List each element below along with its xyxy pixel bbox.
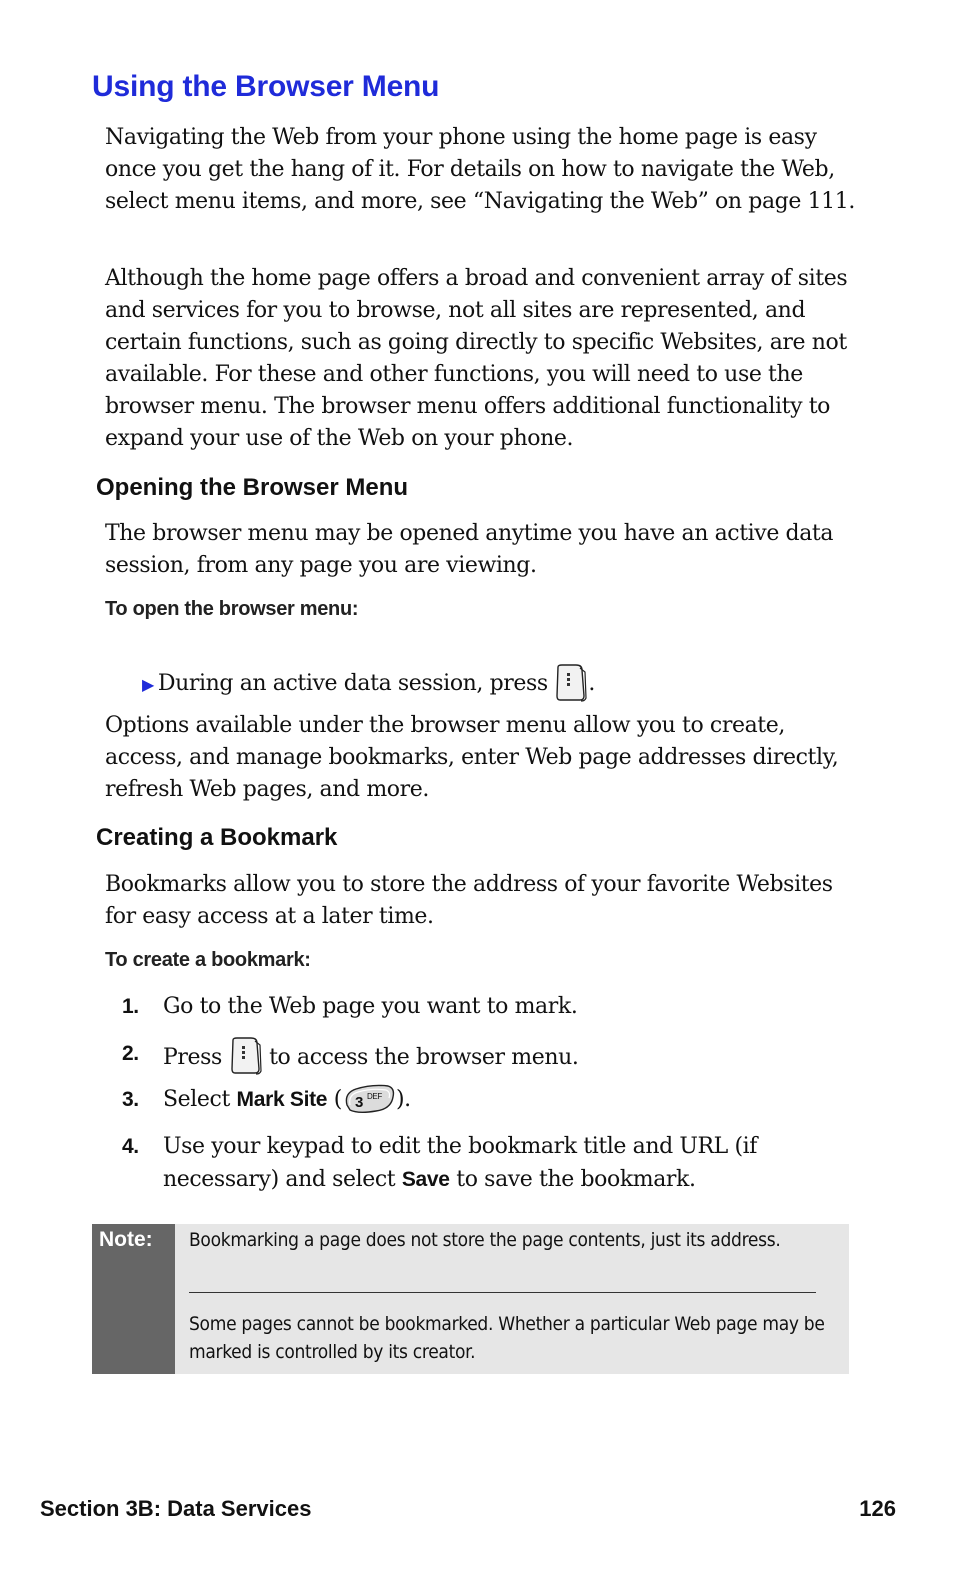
step-text [163,1083,843,1117]
note-box [92,1224,849,1374]
key-3-letters: DEF [366,1092,382,1101]
footer-page-number: 126 [859,1496,896,1521]
step-text-pre: Select [163,1087,230,1112]
step-number: 2. [122,1042,139,1065]
step-text-post: to save the bookmark. [456,1167,696,1192]
step-text-pre: Use your keypad to edit the bookmark title and URL (if necessary) and select [163,1134,758,1192]
step-text-post: to access the browser menu. [269,1045,579,1070]
opening-after-paragraph: Options available under the browser menu allow you to create, access, and manage bookmarks, enter Web page addresses directly, refresh Web pages, and more. [105,713,839,802]
note-label: Note: [99,1228,153,1251]
step-text-pre: Press [163,1045,222,1070]
bullet-arrow-icon: ▶ [142,675,154,694]
step-number: 3. [122,1088,139,1111]
bullet-text: During an active data session, press [157,671,548,696]
bookmark-heading: Creating a Bookmark [96,824,338,851]
paren-open: ( [333,1087,342,1112]
intro-paragraph-2: Although the home page offers a broad and convenient array of sites and services for you to browse, not all sites are represented, and certain functions, such as going directly to specific Websites, are not available. For these and other functions, you will need to use the browser menu. The browser menu offers additional functionality to expand your use of the Web on your phone. [105,266,848,451]
opening-procedure-heading: To open the browser menu: [105,598,359,620]
page-title: Using the Browser Menu [92,70,440,103]
mark-site-label: Mark Site [236,1088,328,1111]
note-text-2: Some pages cannot be bookmarked. Whether a particular Web page may be marked is controlled by its creator. [189,1313,825,1363]
opening-bullet [142,664,595,704]
intro-paragraph-1: Navigating the Web from your phone using the home page is easy once you get the hang of it. For details on how to navigate the Web, select menu items, and more, see “Navigating the Web” on page 111. [105,125,855,214]
key-3-icon [342,1083,396,1117]
note-label-bar [92,1224,175,1374]
step-text [163,1037,843,1079]
paren-close: ). [395,1087,411,1112]
note-text-1: Bookmarking a page does not store the page contents, just its address. [189,1229,781,1251]
step-text [163,1130,843,1196]
step-number: 1. [122,995,139,1018]
save-label: Save [401,1168,450,1191]
bookmark-procedure-heading: To create a bookmark: [105,949,311,971]
footer-section: Section 3B: Data Services [40,1496,312,1521]
opening-heading: Opening the Browser Menu [96,474,409,501]
bookmark-paragraph: Bookmarks allow you to store the address of your favorite Websites for easy access at a later time. [105,872,833,929]
menu-softkey-icon [554,664,588,704]
step-number: 4. [122,1135,139,1158]
menu-softkey-icon [229,1037,263,1079]
bullet-end: . [588,671,596,696]
key-3-digit: 3 [354,1094,363,1111]
step-text: Go to the Web page you want to mark. [163,994,578,1019]
note-divider [189,1292,816,1293]
opening-paragraph: The browser menu may be opened anytime you have an active data session, from any page you are viewing. [105,521,834,578]
